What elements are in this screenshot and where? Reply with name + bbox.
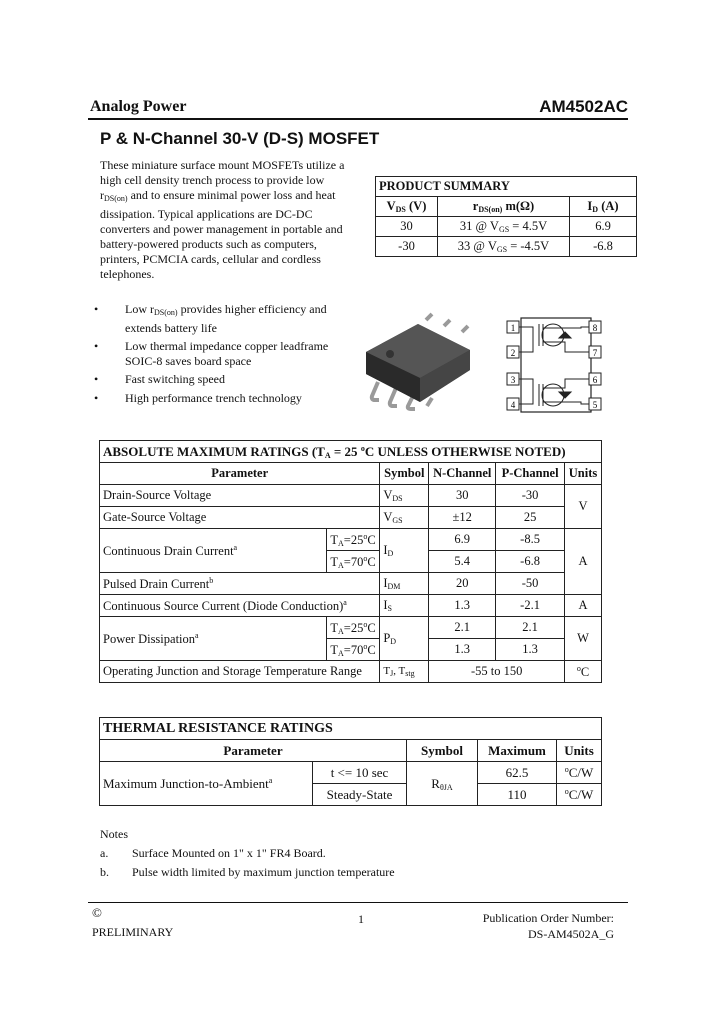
amr-cond: $T_A=70^oC$ xyxy=(327,639,380,661)
footer-rule xyxy=(88,902,628,903)
publication-label: Publication Order Number: xyxy=(482,911,614,925)
amr-unit: V xyxy=(564,485,601,529)
intro-sub: DS(on) xyxy=(104,194,128,204)
pin-4-label: 4 xyxy=(510,400,516,410)
ps-r1-id: 6.9 xyxy=(570,217,637,237)
amr-param: Gate-Source Voltage xyxy=(100,507,380,529)
absolute-max-ratings-table xyxy=(99,440,602,683)
amr-n: 1.3 xyxy=(429,595,496,617)
intro-text-1: These miniature surface mount MOSFETs utilize a high cell density trench process to provide low r xyxy=(100,158,345,203)
ps-r2-rds: 33 @ $V_{GS} = -4.5V$ xyxy=(438,237,570,257)
thermal-h-param: Parameter xyxy=(100,740,407,762)
product-summary-title: PRODUCT SUMMARY xyxy=(376,177,637,197)
amr-h-p: P-Channel xyxy=(496,463,565,485)
publication-number xyxy=(483,910,614,942)
table-row xyxy=(100,485,602,507)
amr-param: Continuous Drain Current$^a$ xyxy=(100,529,327,573)
amr-cond: $T_A=25^oC$ xyxy=(327,617,380,639)
product-summary-table xyxy=(375,176,637,257)
table-row xyxy=(100,595,602,617)
thermal-resistance-table xyxy=(99,717,602,806)
thermal-h-units: Units xyxy=(557,740,602,762)
ps-r2-id: -6.8 xyxy=(570,237,637,257)
preliminary-label: PRELIMINARY xyxy=(92,925,174,939)
thermal-symbol: $R_{\theta JA}$ xyxy=(407,762,478,806)
bullet-icon: • xyxy=(94,372,99,386)
feature-list xyxy=(92,302,352,409)
pin-1-label: 1 xyxy=(510,323,516,333)
amr-symbol: $V_{DS}$ xyxy=(380,485,429,507)
bullet-icon: • xyxy=(94,390,99,405)
company-name: Analog Power xyxy=(90,98,187,115)
pinout-outline xyxy=(521,318,591,412)
thermal-h-symbol: Symbol xyxy=(407,740,478,762)
product-summary-header xyxy=(376,197,637,217)
amr-symbol: $I_S$ xyxy=(380,595,429,617)
amr-p: -8.5 xyxy=(496,529,565,551)
amr-unit: $^o$C xyxy=(564,661,601,683)
amr-p: -50 xyxy=(496,573,565,595)
soic8-package-image xyxy=(358,312,478,412)
ps-h-id: $I_D$ (A) xyxy=(570,197,637,217)
table-row xyxy=(376,237,637,257)
amr-n: 20 xyxy=(429,573,496,595)
amr-h-symbol: Symbol xyxy=(380,463,429,485)
amr-h-param: Parameter xyxy=(100,463,380,485)
note-b: b. Pulse width limited by maximum junction temperature xyxy=(100,865,395,879)
table-row xyxy=(376,217,637,237)
ps-h-vds: $V_{DS}$ (V) xyxy=(376,197,438,217)
amr-h-units: Units xyxy=(564,463,601,485)
thermal-header xyxy=(100,740,602,762)
amr-symbol: $T_J$, $T_{stg}$ xyxy=(380,661,429,683)
pin-6-label: 6 xyxy=(592,375,598,385)
notes-section xyxy=(100,825,395,882)
document-title: P & N-Channel 30-V (D-S) MOSFET xyxy=(100,129,380,148)
thermal-unit: $^o$C/W xyxy=(557,762,602,784)
list-item: • Low $r_{DS(on)}$ provides higher efficiency and extends battery life xyxy=(94,302,327,335)
mosfet-bottom-icon xyxy=(519,379,589,406)
pin-5-label: 5 xyxy=(592,400,598,410)
amr-unit: A xyxy=(564,529,601,595)
table-row xyxy=(100,762,602,784)
amr-cond: $T_A=25^oC$ xyxy=(327,529,380,551)
bullet-icon: • xyxy=(94,302,99,316)
amr-symbol: $V_{GS}$ xyxy=(380,507,429,529)
table-row xyxy=(100,573,602,595)
amr-n: ±12 xyxy=(429,507,496,529)
table-row xyxy=(100,617,602,639)
amr-h-n: N-Channel xyxy=(429,463,496,485)
amr-header xyxy=(100,463,602,485)
amr-symbol: $I_{DM}$ xyxy=(380,573,429,595)
amr-symbol: $P_D$ xyxy=(380,617,429,661)
amr-n: 6.9 xyxy=(429,529,496,551)
list-item: • Low thermal impedance copper leadframe SOIC-8 saves board space xyxy=(94,339,329,368)
mosfet-top-icon xyxy=(519,324,589,352)
pin-2-label: 2 xyxy=(510,348,516,358)
amr-unit: W xyxy=(564,617,601,661)
amr-n: 30 xyxy=(429,485,496,507)
amr-param: Continuous Source Current (Diode Conduction)$^a$ xyxy=(100,595,380,617)
note-a: a. Surface Mounted on 1" x 1" FR4 Board. xyxy=(100,846,326,860)
amr-p: -2.1 xyxy=(496,595,565,617)
amr-cond: $T_A=70^oC$ xyxy=(327,551,380,573)
amr-unit: A xyxy=(564,595,601,617)
amr-n: 2.1 xyxy=(429,617,496,639)
ps-r2-vds: -30 xyxy=(376,237,438,257)
thermal-param: Maximum Junction-to-Ambient$^a$ xyxy=(100,762,313,806)
amr-p: 25 xyxy=(496,507,565,529)
header-rule xyxy=(88,118,628,120)
thermal-max: 62.5 xyxy=(478,762,557,784)
bullet-icon: • xyxy=(94,339,99,353)
thermal-cond: Steady-State xyxy=(313,784,407,806)
notes-title: Notes xyxy=(100,827,128,841)
thermal-max: 110 xyxy=(478,784,557,806)
amr-n: 1.3 xyxy=(429,639,496,661)
pin-3-label: 3 xyxy=(510,375,516,385)
table-row xyxy=(100,661,602,683)
amr-val: -55 to 150 xyxy=(429,661,565,683)
amr-symbol: $I_D$ xyxy=(380,529,429,573)
intro-paragraph xyxy=(100,158,345,283)
pin-8-label: 8 xyxy=(592,323,598,333)
ps-r1-vds: 30 xyxy=(376,217,438,237)
amr-title: ABSOLUTE MAXIMUM RATINGS ($T_A = 25$ $^o$C UNLESS OTHERWISE NOTED) xyxy=(100,441,602,463)
part-number: AM4502AC xyxy=(539,97,628,116)
intro-text-2: and to ensure minimal power loss and heat dissipation. Typical applications are DC-DC converters and power management in portable and battery-powered products such as computers, printers, PCMCIA cards, cellular and cordless telephones. xyxy=(100,188,343,282)
page-number: 1 xyxy=(358,912,364,926)
amr-param: Power Dissipation$^a$ xyxy=(100,617,327,661)
list-item: • Fast switching speed xyxy=(94,372,225,386)
ps-r1-rds: 31 @ $V_{GS} = 4.5V$ xyxy=(438,217,570,237)
list-item: • High performance trench technology xyxy=(94,390,302,405)
amr-p: -6.8 xyxy=(496,551,565,573)
amr-param: Operating Junction and Storage Temperature Range xyxy=(100,661,380,683)
amr-param: Drain-Source Voltage xyxy=(100,485,380,507)
table-row xyxy=(100,507,602,529)
amr-p: 1.3 xyxy=(496,639,565,661)
copyright-icon: © xyxy=(92,905,102,920)
amr-n: 5.4 xyxy=(429,551,496,573)
thermal-cond: t <= 10 sec xyxy=(313,762,407,784)
publication-code: DS-AM4502A_G xyxy=(527,927,614,941)
thermal-title: THERMAL RESISTANCE RATINGS xyxy=(100,718,602,740)
amr-p: -30 xyxy=(496,485,565,507)
ps-h-rds: $r_{DS(on)}$ m(Ω) xyxy=(438,197,570,217)
amr-p: 2.1 xyxy=(496,617,565,639)
thermal-h-max: Maximum xyxy=(478,740,557,762)
pinout-diagram xyxy=(505,316,605,416)
amr-param: Pulsed Drain Current$^b$ xyxy=(100,573,380,595)
thermal-unit: $^o$C/W xyxy=(557,784,602,806)
pin-7-label: 7 xyxy=(592,348,598,358)
table-row xyxy=(100,529,602,551)
